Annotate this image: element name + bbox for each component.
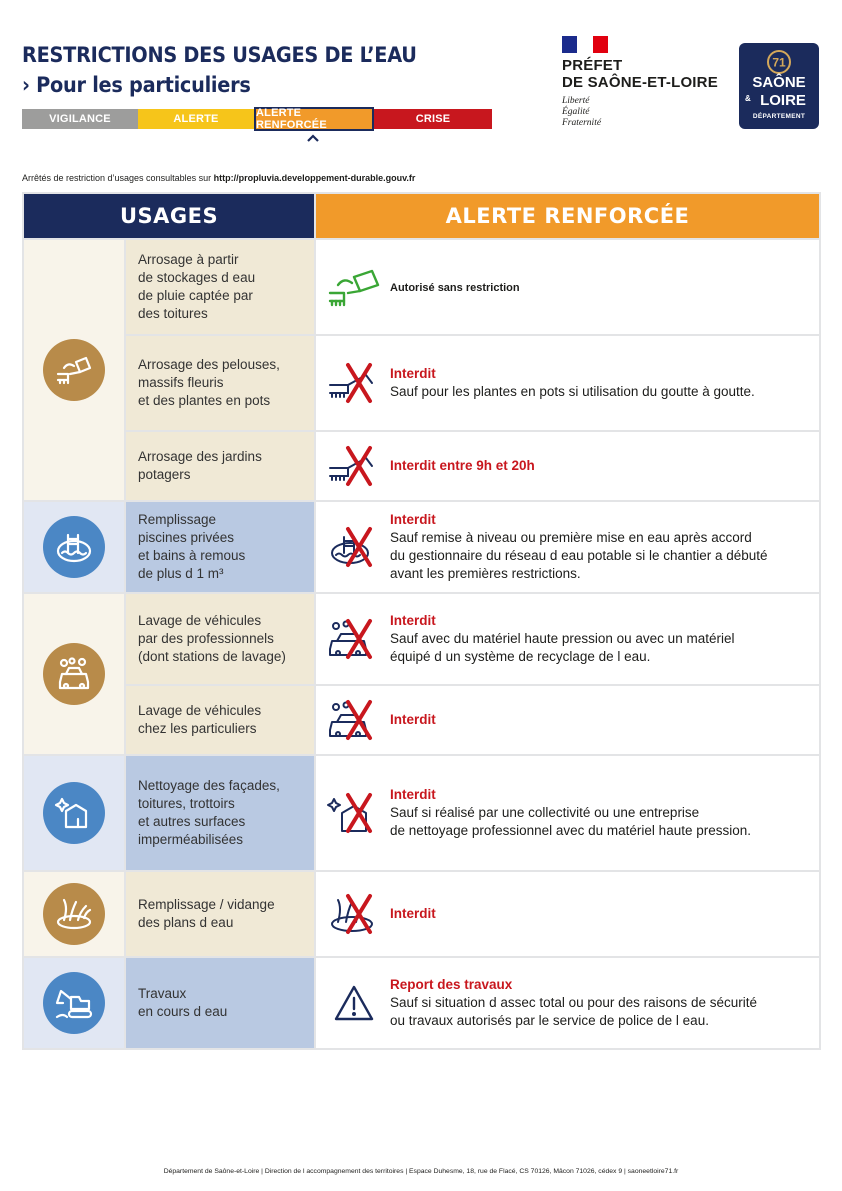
- source-link[interactable]: http://propluvia.developpement-durable.gouv.fr: [213, 173, 416, 183]
- usage-line: Remplissage: [138, 512, 217, 527]
- group-icon-cell-car-wash: [23, 593, 125, 755]
- tap-icon: [324, 444, 390, 488]
- table-row: [23, 501, 820, 593]
- rule-status: Interdit: [390, 906, 436, 921]
- marianne-flag-icon: [562, 36, 608, 53]
- rule-detail: équipé d un système de recyclage de l eau.: [390, 649, 651, 664]
- usage-line: potagers: [138, 467, 191, 482]
- red-cross-icon: [348, 896, 370, 932]
- title-line-1: RESTRICTIONS DES USAGES DE L’EAU: [22, 43, 417, 67]
- rule-cell: [315, 431, 820, 501]
- rule-cell: [315, 957, 820, 1049]
- usage-line: Arrosage des pelouses,: [138, 357, 280, 372]
- table-row: [23, 685, 820, 755]
- footer: Département de Saône-et-Loire | Direction de l accompagnement des territoires | Espace Duhesme, 18, rue de Flacé, CS 70126, Mâcon 71026, cédex 9 | saoneetloire71.fr: [163, 1168, 679, 1175]
- car-wash-icon: [43, 643, 105, 705]
- table-row: [23, 957, 820, 1049]
- table-row: [23, 593, 820, 685]
- page-title: [22, 40, 417, 100]
- watering-can-icon: [43, 339, 105, 401]
- rule-status: Interdit: [390, 366, 436, 381]
- level-alerte: ALERTE: [138, 109, 254, 129]
- title-line-2: › Pour les particuliers: [22, 73, 251, 97]
- department-logo: [739, 43, 819, 129]
- usage-line: Travaux: [138, 986, 187, 1001]
- rule-detail: Sauf si situation d assec total ou pour des raisons de sécurité: [390, 995, 757, 1010]
- rule-status: Interdit: [390, 712, 436, 727]
- facade-cleaning-icon: [324, 791, 390, 835]
- table-row: [23, 335, 820, 431]
- pool-icon: [324, 525, 390, 569]
- table-row: [23, 871, 820, 957]
- warning-triangle-icon: [324, 981, 390, 1025]
- rule-cell: [315, 755, 820, 871]
- green-watering-can-icon: [324, 265, 390, 309]
- rule-cell: [315, 239, 820, 335]
- rule-detail: avant les premières restrictions.: [390, 566, 581, 581]
- usage-line: Arrosage à partir: [138, 252, 239, 267]
- usage-cell: [125, 871, 315, 957]
- motto-egalite: Égalité: [562, 107, 590, 117]
- usage-line: et des plantes en pots: [138, 393, 271, 408]
- pool-icon: [43, 516, 105, 578]
- pond-icon: [43, 883, 105, 945]
- republic-motto: [562, 96, 601, 129]
- table-row: [23, 239, 820, 335]
- usage-cell: [125, 593, 315, 685]
- source-text: Arrêtés de restriction d’usages consultables sur: [22, 173, 214, 183]
- group-icon-cell-pool: [23, 501, 125, 593]
- rule-cell: [315, 871, 820, 957]
- usage-line: (dont stations de lavage): [138, 649, 286, 664]
- level-vigilance: VIGILANCE: [22, 109, 138, 129]
- level-indicator-caret-icon: [307, 134, 319, 142]
- rule-status: Interdit: [390, 512, 436, 527]
- usage-line: et bains à remous: [138, 548, 246, 563]
- group-icon-cell-facade: [23, 755, 125, 871]
- car-wash-icon: [324, 617, 390, 661]
- usage-line: toitures, trottoirs: [138, 796, 235, 811]
- restrictions-table: [22, 192, 821, 1050]
- usage-line: Remplissage / vidange: [138, 897, 275, 912]
- column-header-usages: USAGES: [23, 193, 315, 239]
- usage-line: piscines privées: [138, 530, 235, 545]
- usage-line: chez les particuliers: [138, 721, 257, 736]
- group-icon-cell-watering: [23, 239, 125, 501]
- usage-cell: [125, 755, 315, 871]
- rule-detail: Sauf avec du matériel haute pression ou avec un matériel: [390, 631, 735, 646]
- group-icon-cell-pond: [23, 871, 125, 957]
- rule-detail: Sauf si réalisé par une collectivité ou une entreprise: [390, 805, 700, 820]
- prefet-line-2: DE SAÔNE-ET-LOIRE: [562, 74, 718, 91]
- rule-status: Report des travaux: [390, 977, 513, 992]
- rule-cell: [315, 685, 820, 755]
- level-crise: CRISE: [374, 109, 492, 129]
- department-line-1: SAÔNE: [752, 74, 806, 91]
- usage-cell: [125, 239, 315, 335]
- department-ampersand: &: [745, 94, 751, 103]
- rule-cell: [315, 501, 820, 593]
- rule-detail: ou travaux autorisés par le service de police de l eau.: [390, 1013, 709, 1028]
- usage-line: Lavage de véhicules: [138, 613, 262, 628]
- usage-line: imperméabilisées: [138, 832, 244, 847]
- department-number: 71: [772, 55, 786, 70]
- usage-line: et autres surfaces: [138, 814, 246, 829]
- pond-icon: [324, 892, 390, 936]
- usage-line: des plans d eau: [138, 915, 234, 930]
- table-row: [23, 431, 820, 501]
- tap-icon: [324, 361, 390, 405]
- usage-cell: [125, 335, 315, 431]
- rule-status: Autorisé sans restriction: [390, 281, 520, 294]
- usage-cell: [125, 957, 315, 1049]
- table-row: [23, 755, 820, 871]
- rule-cell: [315, 335, 820, 431]
- column-header-level: ALERTE RENFORCÉE: [315, 193, 820, 239]
- usage-line: Arrosage des jardins: [138, 449, 262, 464]
- usage-line: des toitures: [138, 306, 208, 321]
- rule-cell: [315, 593, 820, 685]
- usage-cell: [125, 501, 315, 593]
- usage-cell: [125, 685, 315, 755]
- motto-liberte: Liberté: [562, 96, 590, 106]
- prefet-logo: [562, 57, 718, 91]
- usage-cell: [125, 431, 315, 501]
- usage-line: Lavage de véhicules: [138, 703, 262, 718]
- prefet-line-1: PRÉFET: [562, 57, 623, 74]
- usage-line: de pluie captée par: [138, 288, 253, 303]
- usage-line: en cours d eau: [138, 1004, 228, 1019]
- rule-detail: du gestionnaire du réseau d eau potable si le chantier a débuté: [390, 548, 768, 563]
- usage-line: Nettoyage des façades,: [138, 778, 280, 793]
- department-71-icon: [766, 49, 792, 75]
- excavator-icon: [43, 972, 105, 1034]
- rule-detail: Sauf remise à niveau ou première mise en eau après accord: [390, 530, 752, 545]
- usage-line: par des professionnels: [138, 631, 274, 646]
- car-wash-icon: [324, 698, 390, 742]
- facade-cleaning-icon: [43, 782, 105, 844]
- usage-line: massifs fleuris: [138, 375, 224, 390]
- usage-line: de plus d 1 m³: [138, 566, 224, 581]
- rule-detail: de nettoyage professionnel avec du matériel haute pression.: [390, 823, 751, 838]
- rule-status: Interdit entre 9h et 20h: [390, 458, 535, 473]
- group-icon-cell-works: [23, 957, 125, 1049]
- alert-level-scale: [22, 109, 492, 129]
- motto-fraternite: Fraternité: [562, 118, 602, 128]
- rule-status: Interdit: [390, 787, 436, 802]
- rule-status: Interdit: [390, 613, 436, 628]
- rule-detail: Sauf pour les plantes en pots si utilisation du goutte à goutte.: [390, 384, 755, 399]
- department-line-2: LOIRE: [760, 92, 806, 109]
- department-line-3: DÉPARTEMENT: [752, 113, 806, 120]
- level-alerte-renforcee: ALERTE RENFORCÉE: [254, 107, 374, 131]
- usage-line: de stockages d eau: [138, 270, 256, 285]
- source-note: [22, 173, 415, 183]
